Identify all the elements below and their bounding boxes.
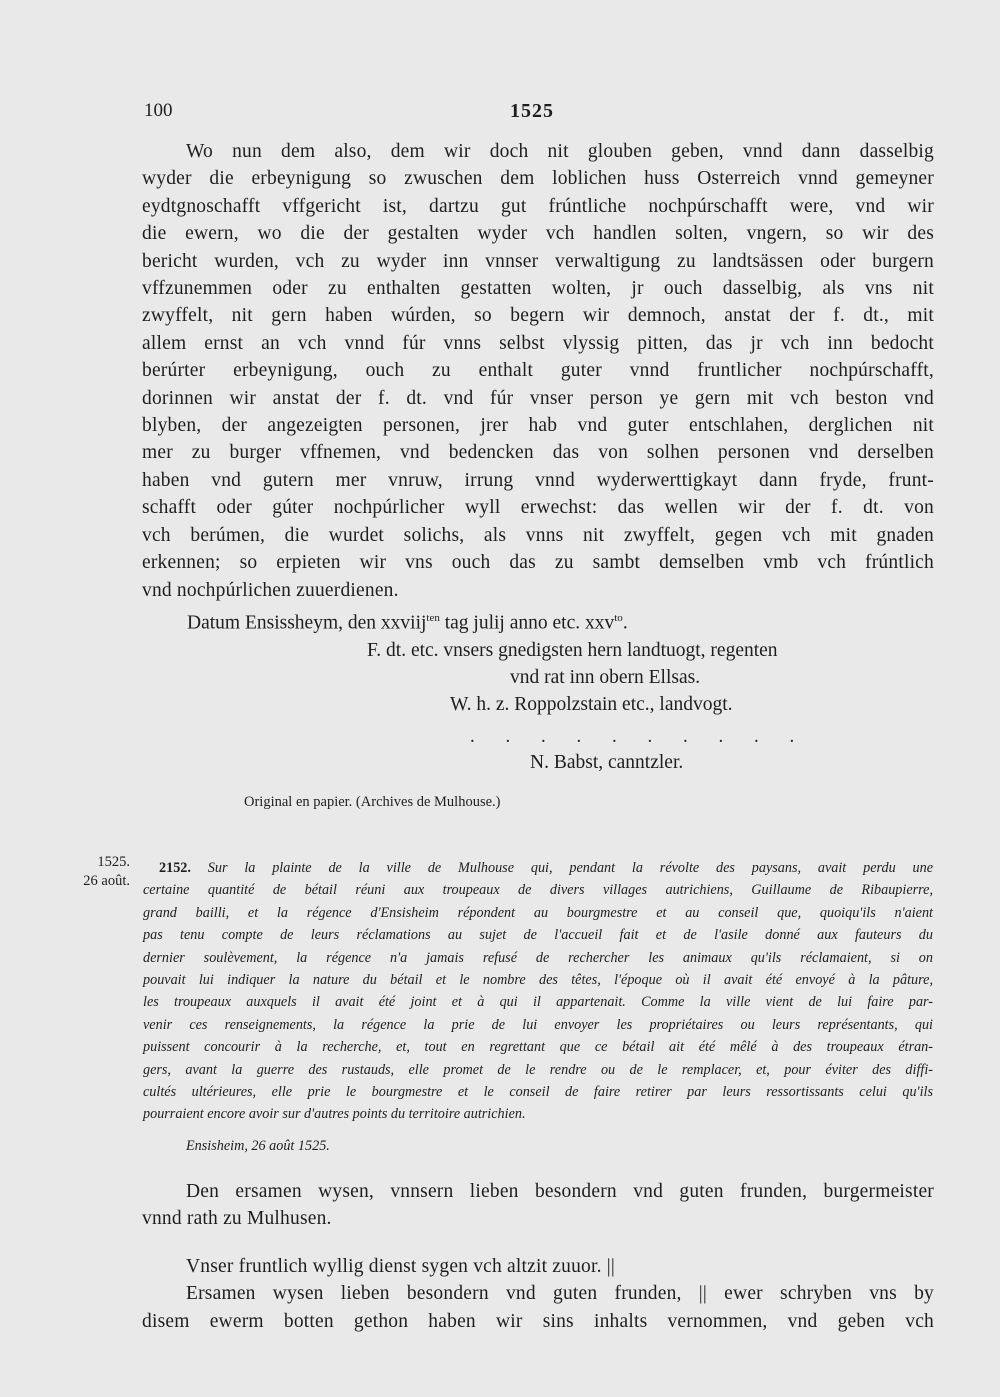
text-line: schafft oder gúter nochpúrlicher wyll erwechst: das wellen wir der f. dt. von <box>142 497 934 519</box>
regest-line: venir ces renseignements, la régence la prie de lui envoyer les propriétaires ou leurs représentants, qui <box>143 1016 933 1033</box>
ellipsis-dots: . . . . . . . . . . <box>470 726 808 747</box>
datum-text: Datum Ensissheym, den xxviij <box>187 612 427 634</box>
regest-line: gers, avant la guerre des rustauds, elle promet de le rendre ou de le remplacer, et, pour éviter des diffi- <box>143 1061 933 1078</box>
text-line: vffzunemmen oder zu enthalten gestatten wolten, jr ouch dasselbig, als vns nit <box>142 278 934 300</box>
signature-line: F. dt. etc. vnsers gnedigsten hern landtuogt, regenten <box>367 640 778 661</box>
text-line: erkennen; so erpieten wir vns ouch das zu sambt demselben vmb vch frúntlich <box>142 552 934 574</box>
regest-line: pourraient encore avoir sur d'autres points du territoire autrichien. <box>143 1106 526 1123</box>
page-number: 100 <box>144 100 173 121</box>
regest-line: cultés ultérieures, elle prie le bourgmestre et le conseil de faire retirer par leurs ressortissants celui qu'ils <box>143 1084 933 1101</box>
text-line: vnd nochpúrlichen zuuerdienen. <box>142 579 399 601</box>
regest-line: pouvait lui indiquer la nature du bétail et le nombre des têtes, l'époque où il avait été envoyé à la pâture, <box>143 972 933 989</box>
address-line: vnnd rath zu Mulhusen. <box>142 1208 332 1230</box>
margin-date <box>60 853 130 891</box>
regest-line: puissent concourir à la recherche, et, tout en regrettant que ce bétail ait été mêlé à des troupeaux étran- <box>143 1039 933 1056</box>
regest-text: Sur la plainte de la ville de Mulhouse qui, pendant la révolte des paysans, avait perdu une <box>207 860 933 876</box>
text-line: blyben, der angezeigten personen, jrer hab vnd guter entschlahen, derglichen nit <box>142 415 934 437</box>
text-line: haben vnd gutern mer vnruw, irrung vnnd wyderwerttigkayt dann fryde, frunt- <box>142 469 934 491</box>
datum-superscript: ten <box>426 612 440 624</box>
text-line: vch berúmen, die wurdet solichs, als vnns nit zwyffelt, gegen vch mit gnaden <box>142 524 934 546</box>
regest-line <box>143 857 933 879</box>
address-line: Den ersamen wysen, vnnsern lieben besondern vnd guten frunden, burgermeister <box>186 1181 934 1202</box>
text-line: dorinnen wir anstat der f. dt. vnd fúr vnser person ye gern mit vch beston vnd <box>142 387 934 409</box>
place-date: Ensisheim, 26 août 1525. <box>186 1138 330 1154</box>
text-line: eydtgnoschafft vffgericht ist, dartzu gut frúntliche nochpúrschafft were, vnd wir <box>142 195 934 217</box>
page-header <box>0 100 1000 130</box>
text-line: berúrter erbeynigung, ouch zu enthalt guter vnnd fruntlicher nochpúrschafft, <box>142 360 934 382</box>
text-line: disem ewerm botten gethon haben wir sins inhalts vernommen, vnd geben vch <box>142 1310 934 1332</box>
signature-line: W. h. z. Roppolzstain etc., landvogt. <box>450 694 733 715</box>
datum-superscript-2: to <box>614 612 623 624</box>
letter-body <box>142 138 934 604</box>
text-line: mer zu burger vffnemen, vnd bedencken das von solhen personen vnd derselben <box>142 442 934 464</box>
greeting-line: Vnser fruntlich wyllig dienst sygen vch altzit zuuor. || <box>186 1255 615 1277</box>
regest-summary <box>143 857 933 1126</box>
text-line: allem ernst an vch vnnd fúr vnns selbst vlyssig pitten, das jr vch inn bedocht <box>142 332 934 354</box>
text-line: Wo nun dem also, dem wir doch nit glouben geben, vnnd dann dasselbig <box>186 141 934 162</box>
text-line: zwyffelt, nit gern haben wúrden, so begern wir demnoch, anstat der f. dt., mit <box>142 305 934 327</box>
regest-line: les troupeaux auxquels il avait été joint et à qui il appartenait. Comme la ville vient de lui faire par- <box>143 994 933 1011</box>
text-line: bericht wurden, vch zu wyder inn vnnser verwaltigung zu landtsässen oder burgern <box>142 250 934 272</box>
letter-2-body <box>142 1178 934 1335</box>
text-line: die ewern, wo die der gestalten wyder vch handlen solten, vngern, so wir des <box>142 223 934 245</box>
regest-line: grand bailli, et la régence d'Ensisheim répondent au bourgmestre et au conseil que, quoiqu'ils n'aient <box>143 904 933 921</box>
source-note: Original en papier. (Archives de Mulhouse.) <box>244 794 501 810</box>
margin-day: 26 août. <box>83 873 130 889</box>
running-year: 1525 <box>510 100 554 122</box>
regest-line: dernier soulèvement, la régence n'a jamais refusé de rechercher les animaux qu'ils réclamaient, si on <box>143 949 933 966</box>
text-line: wyder die erbeynigung so zwuschen dem loblichen huss Osterreich vnnd gemeyner <box>142 168 934 190</box>
text-line: Ersamen wysen lieben besondern vnd guten frunden, || ewer schryben vns by <box>186 1283 934 1305</box>
regest-line: pas tenu compte de leurs réclamations au sujet de l'accueil fait et de l'asile donné aux fauteurs du <box>143 927 933 944</box>
margin-year: 1525. <box>97 854 130 870</box>
chancellor-signature: N. Babst, canntzler. <box>530 752 684 773</box>
regest-line: certaine quantité de bétail réuni aux troupeaux de divers villages autrichiens, Guillaume de Ribaupierre, <box>143 882 933 899</box>
dating-clause <box>187 612 628 635</box>
signature-line: vnd rat inn obern Ellsas. <box>510 667 701 688</box>
datum-rest: tag julij anno etc. xxv <box>439 612 615 634</box>
datum-end: . <box>622 612 628 634</box>
entry-number: 2152. <box>159 860 191 876</box>
